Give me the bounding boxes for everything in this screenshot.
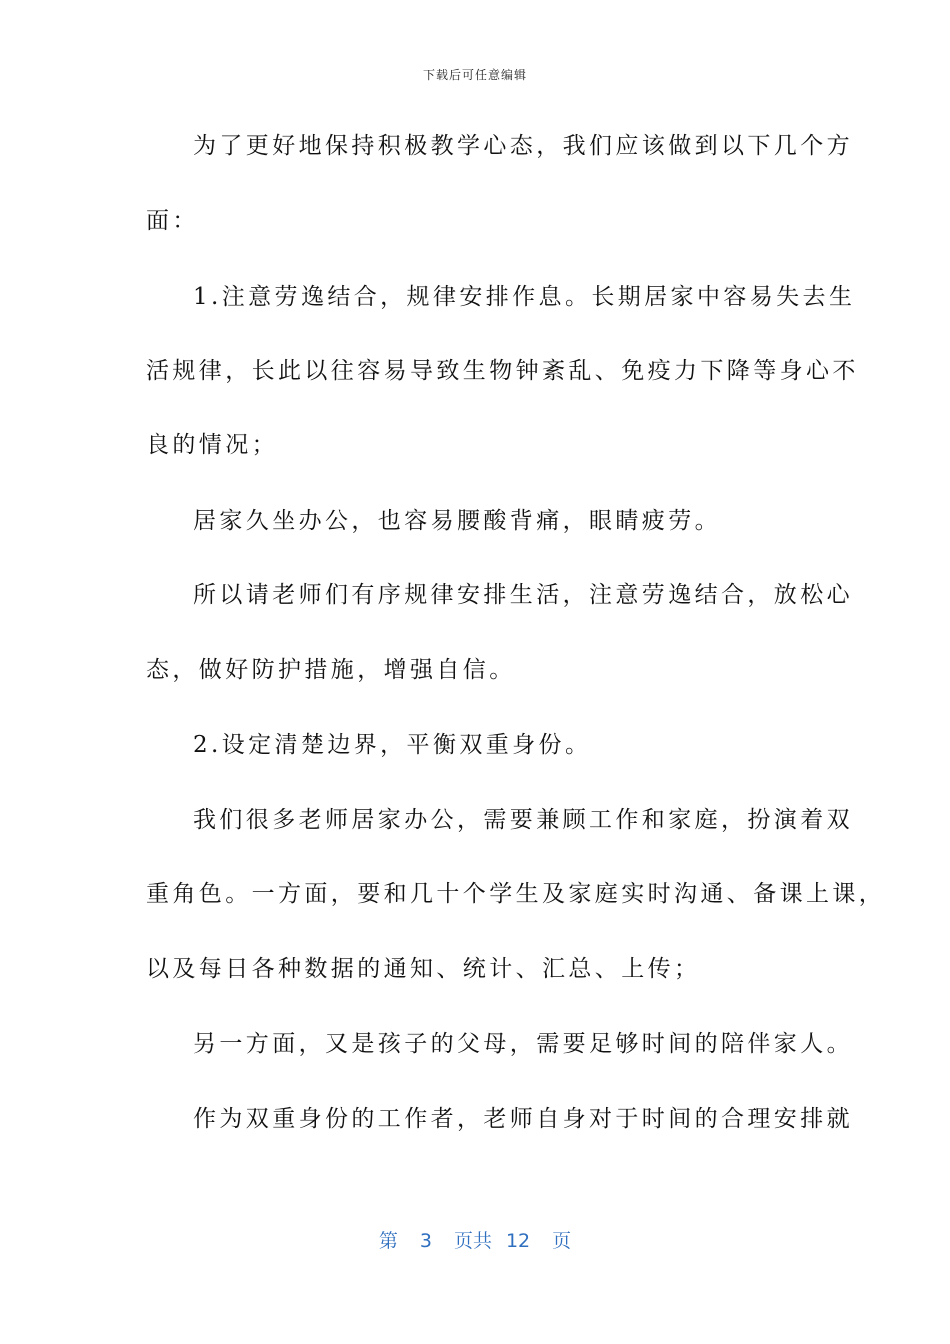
paragraph-line: 所以请老师们有序规律安排生活，注意劳逸结合，放松心 bbox=[193, 582, 853, 608]
page-mid: 页共 bbox=[453, 1230, 492, 1252]
page-indicator bbox=[0, 1226, 950, 1253]
paragraph-line: 作为双重身份的工作者，老师自身对于时间的合理安排就 bbox=[193, 1106, 853, 1132]
paragraph-line: 1.注意劳逸结合，规律安排作息。长期居家中容易失去生 bbox=[193, 284, 856, 310]
paragraph-line: 活规律，长此以往容易导致生物钟紊乱、免疫力下降等身心不 bbox=[146, 358, 859, 384]
paragraph-line: 2.设定清楚边界，平衡双重身份。 bbox=[193, 732, 592, 758]
paragraph-line: 良的情况； bbox=[146, 432, 278, 458]
paragraph-line: 居家久坐办公，也容易腰酸背痛，眼睛疲劳。 bbox=[193, 508, 721, 534]
paragraph-line: 以及每日各种数据的通知、统计、汇总、上传； bbox=[146, 956, 701, 982]
paragraph-line: 我们很多老师居家办公，需要兼顾工作和家庭，扮演着双 bbox=[193, 807, 853, 833]
total-pages-number: 12 bbox=[505, 1230, 531, 1252]
page-prefix: 第 bbox=[378, 1230, 398, 1252]
current-page-number: 3 bbox=[419, 1230, 432, 1252]
paragraph-line: 面： bbox=[146, 208, 199, 234]
header-note: 下载后可任意编辑 bbox=[422, 68, 527, 82]
paragraph-line: 为了更好地保持积极教学心态，我们应该做到以下几个方 bbox=[193, 133, 853, 159]
paragraph-line: 另一方面，又是孩子的父母，需要足够时间的陪伴家人。 bbox=[193, 1031, 853, 1057]
page-suffix: 页 bbox=[552, 1230, 572, 1252]
paragraph-line: 重角色。一方面，要和几十个学生及家庭实时沟通、备课上课， bbox=[146, 881, 886, 907]
paragraph-line: 态，做好防护措施，增强自信。 bbox=[146, 657, 516, 683]
